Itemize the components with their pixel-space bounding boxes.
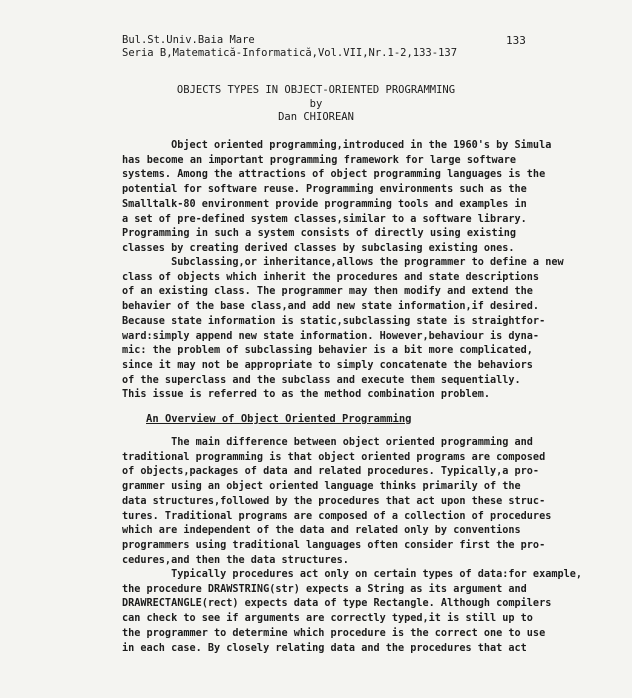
paragraph-intro bbox=[122, 139, 552, 257]
text-line: which are independent of the data and related only by conventions bbox=[122, 525, 521, 537]
paragraph-procedures bbox=[122, 568, 583, 656]
text-line: grammer using an object oriented language thinks primarily of the bbox=[122, 481, 521, 493]
text-line: class of objects which inherit the procedures and state descriptions bbox=[122, 271, 540, 283]
text-line: Subclassing,or inheritance,allows the programmer to define a new bbox=[122, 257, 564, 268]
text-line: of the superclass and the subclass and execute them sequentially. bbox=[122, 374, 521, 386]
text-line: mic: the problem of subclassing behavier is a bit more complicated, bbox=[122, 345, 533, 357]
text-line: ward:simply append new state information. However,behaviour is dyna- bbox=[122, 330, 540, 342]
text-line: systems. Among the attractions of object programming languages is the bbox=[122, 169, 546, 181]
text-line: tures. Traditional programs are composed of a collection of procedures bbox=[122, 510, 552, 522]
text-line: Object oriented programming,introduced in the 1960's by Simula bbox=[122, 140, 552, 151]
section-heading: An Overview of Object Oriented Programming bbox=[146, 413, 412, 425]
text-line: Because state information is static,subclassing state is straightfor- bbox=[122, 315, 546, 327]
journal-name: Bul.St.Univ.Baia Mare bbox=[122, 34, 255, 46]
text-line: of an existing class. The programmer may then modify and extend the bbox=[122, 286, 533, 298]
text-line: the procedure DRAWSTRING(str) expects a String as its argument and bbox=[122, 583, 527, 595]
text-line: Programming in such a system consists of directly using existing bbox=[122, 228, 516, 240]
journal-series: Seria B,Matematică-Informatică,Vol.VII,Nr.1-2,133-137 bbox=[122, 47, 458, 59]
paper-title: OBJECTS TYPES IN OBJECT-ORIENTED PROGRAMMING bbox=[176, 84, 456, 96]
text-line: of objects,packages of data and related procedures. Typically,a pro- bbox=[122, 466, 540, 478]
text-line: data structures,followed by the procedures that act upon these struc- bbox=[122, 495, 546, 507]
text-line: a set of pre-defined system classes,similar to a software library. bbox=[122, 213, 527, 225]
text-line: potential for software reuse. Programming environments such as the bbox=[122, 184, 527, 196]
text-line: Smalltalk-80 environment provide programming tools and examples in bbox=[122, 198, 527, 210]
text-line: since it may not be appropriate to simply concatenate the behaviors bbox=[122, 359, 533, 371]
text-line: cedures,and then the data structures. bbox=[122, 554, 349, 566]
author-name: Dan CHIOREAN bbox=[278, 111, 354, 123]
text-line: in each case. By closely relating data and the procedures that act bbox=[122, 642, 527, 654]
text-line: can check to see if arguments are correctly typed,it is still up to bbox=[122, 613, 533, 625]
text-line: behavier of the base class,and add new state information,if desired. bbox=[122, 301, 540, 313]
byline: by bbox=[309, 98, 323, 110]
text-line: Typically procedures act only on certain types of data:for example, bbox=[122, 569, 583, 580]
text-line: The main difference between object oriented programming and bbox=[122, 437, 533, 448]
paragraph-overview bbox=[122, 436, 552, 568]
text-line: This issue is referred to as the method combination problem. bbox=[122, 389, 491, 401]
text-line: has become an important programming framework for large software bbox=[122, 154, 516, 166]
text-line: classes by creating derived classes by subclasing existing ones. bbox=[122, 242, 515, 254]
page-number: 133 bbox=[506, 34, 526, 47]
text-line: programmers using traditional languages often consider first the pro- bbox=[122, 539, 546, 551]
paragraph-subclassing bbox=[122, 256, 564, 403]
text-line: DRAWRECTANGLE(rect) expects data of type Rectangle. Although compilers bbox=[122, 598, 552, 610]
text-line: the programmer to determine which procedure is the correct one to use bbox=[122, 627, 546, 639]
text-line: traditional programming is that object oriented programs are composed bbox=[122, 451, 546, 463]
